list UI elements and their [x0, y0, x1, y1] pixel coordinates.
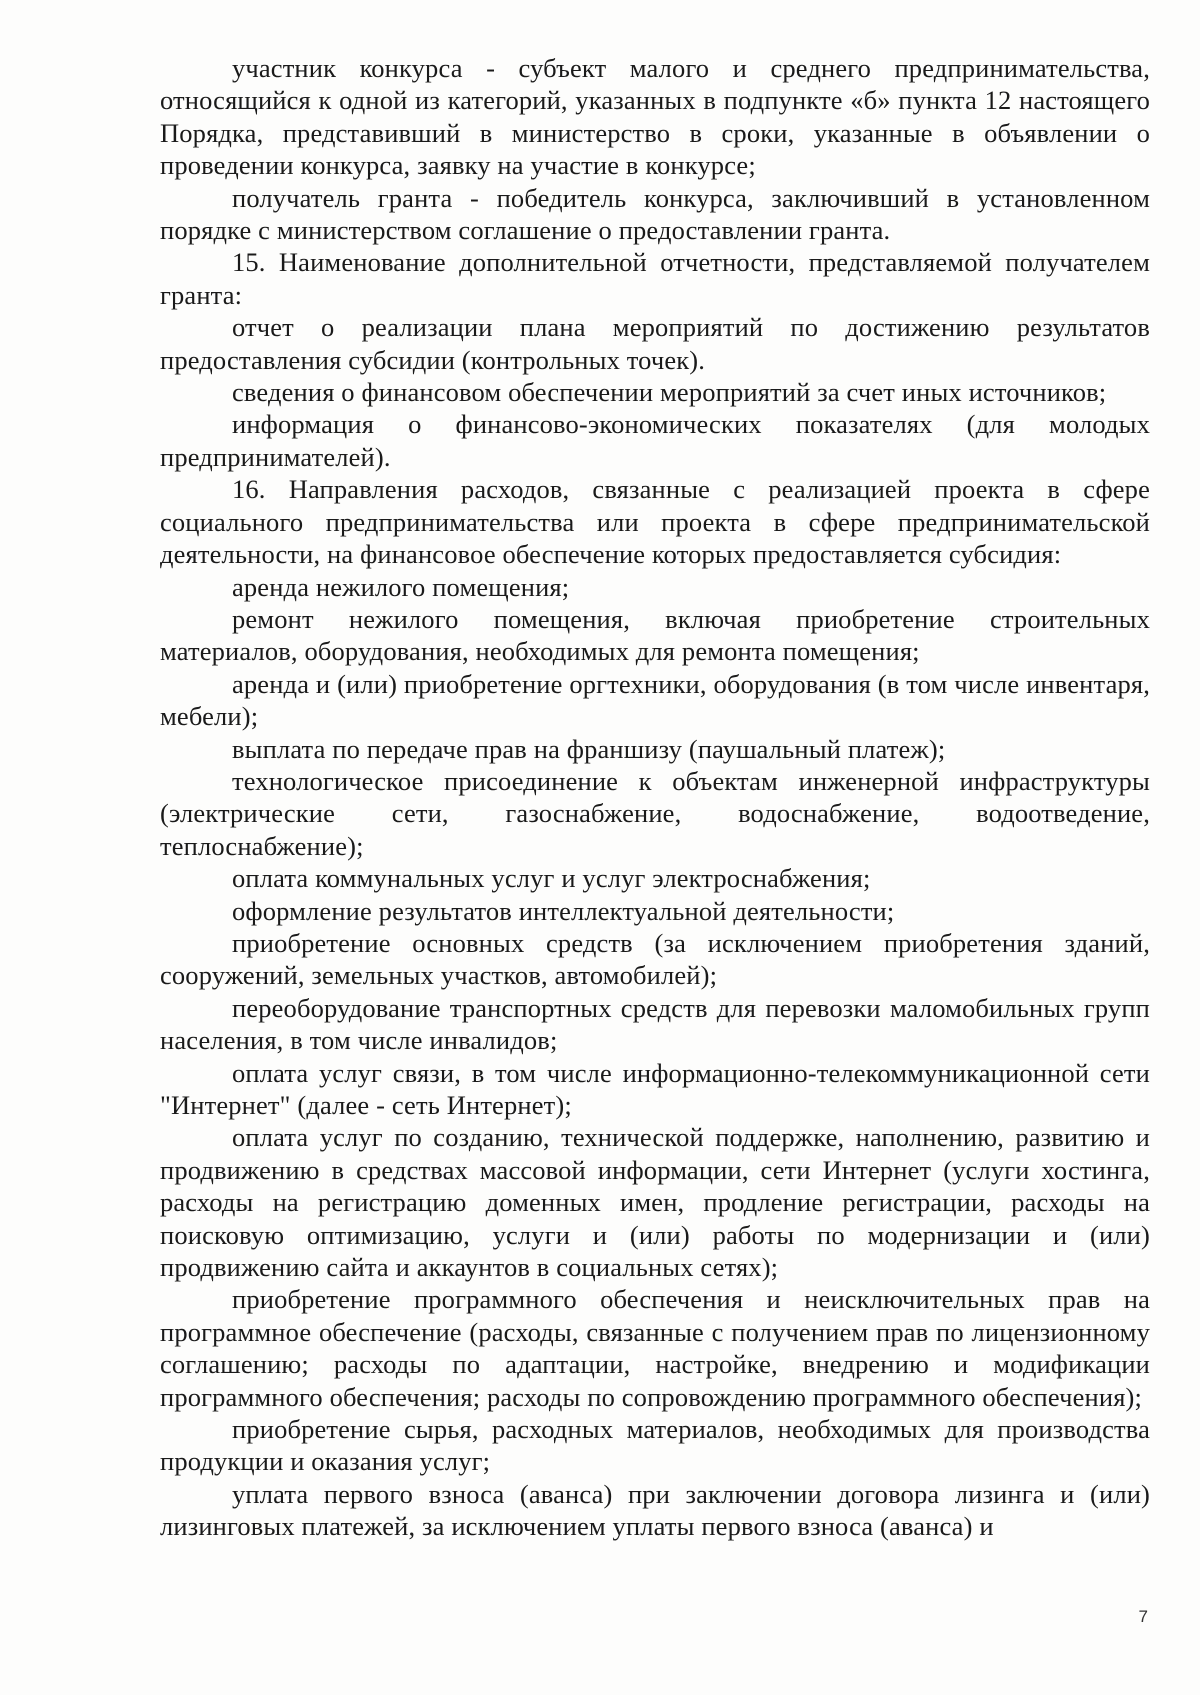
paragraph-financial-info: сведения о финансовом обеспечении мероприятий за счет иных источников; [232, 377, 1107, 408]
list-item-raw-materials: приобретение сырья, расходных материалов, необходимых для производства продукции и оказания услуг; [160, 1414, 1150, 1477]
paragraph-economic-indicators: информация о финансово-экономических показателях (для молодых предпринимателей). [160, 409, 1150, 472]
list-item-media-promotion: оплата услуг по созданию, технической поддержке, наполнению, развитию и продвижению в средствах массовой информации, сети Интернет (услуги хостинга, расходы на регистрацию доменных имен, продление регистрации, расходы на поисковую оптимизацию, услуги и (или) работы по модернизации и (или) продвижению сайта и аккаунтов в социальных сетях); [160, 1122, 1150, 1283]
list-item-rent: аренда нежилого помещения; [232, 571, 570, 602]
paragraph-participant: участник конкурса - субъект малого и среднего предпринимательства, относящийся к одной из категорий, указанных в подпункте «б» пункта 12 настоящего Порядка, представивший в министерство в сроки, указанные в объявлении о проведении конкурса, заявку на участие в конкурсе; [160, 53, 1150, 181]
list-item-software: приобретение программного обеспечения и неисключительных прав на программное обеспечение (расходы, связанные с получением прав по лицензионному соглашению; расходы по адаптации, настройке, внедрению и модификации программного обеспечения; расходы по сопровождению программного обеспечения); [160, 1284, 1150, 1412]
list-item-communication: оплата услуг связи, в том числе информационно-телекоммуникационной сети "Интернет" (далее - сеть Интернет); [160, 1057, 1150, 1120]
list-item-franchise: выплата по передаче прав на франшизу (паушальный платеж); [232, 733, 946, 764]
list-item-office-equipment: аренда и (или) приобретение оргтехники, оборудования (в том числе инвентаря, мебели); [160, 668, 1150, 732]
paragraph-16-expenses: 16. Направления расходов, связанные с реализацией проекта в сфере социального предпринимательства или проекта в сфере предпринимательской деятельности, на финансовое обеспечение которых предоставляется субсидия: [160, 474, 1150, 570]
list-item-transport: переоборудование транспортных средств для перевозки маломобильных групп населения, в том числе инвалидов; [160, 992, 1150, 1056]
paragraph-grant-recipient: получатель гранта - победитель конкурса, заключивший в установленном порядке с министерством соглашение о предоставлении гранта. [160, 182, 1150, 246]
paragraph-15-reporting: 15. Наименование дополнительной отчетности, представляемой получателем гранта: [160, 247, 1150, 310]
list-item-leasing: уплата первого взноса (аванса) при заключении договора лизинга и (или) лизинговых платежей, за исключением уплаты первого взноса (аванса) и [160, 1478, 1150, 1542]
list-item-intellectual: оформление результатов интеллектуальной деятельности; [232, 895, 895, 926]
document-body [160, 52, 1150, 1543]
list-item-fixed-assets: приобретение основных средств (за исключением приобретения зданий, сооружений, земельных участков, автомобилей); [160, 927, 1150, 991]
list-item-infrastructure: технологическое присоединение к объектам инженерной инфраструктуры (электрические сети, газоснабжение, водоснабжение, водоотведение, теплоснабжение); [160, 765, 1150, 861]
page-number: 7 [1138, 1607, 1148, 1626]
list-item-repair: ремонт нежилого помещения, включая приобретение строительных материалов, оборудования, необходимых для ремонта помещения; [160, 603, 1150, 667]
list-item-utilities: оплата коммунальных услуг и услуг электроснабжения; [232, 863, 871, 894]
paragraph-plan-report: отчет о реализации плана мероприятий по достижению результатов предоставления субсидии (контрольных точек). [160, 312, 1150, 375]
